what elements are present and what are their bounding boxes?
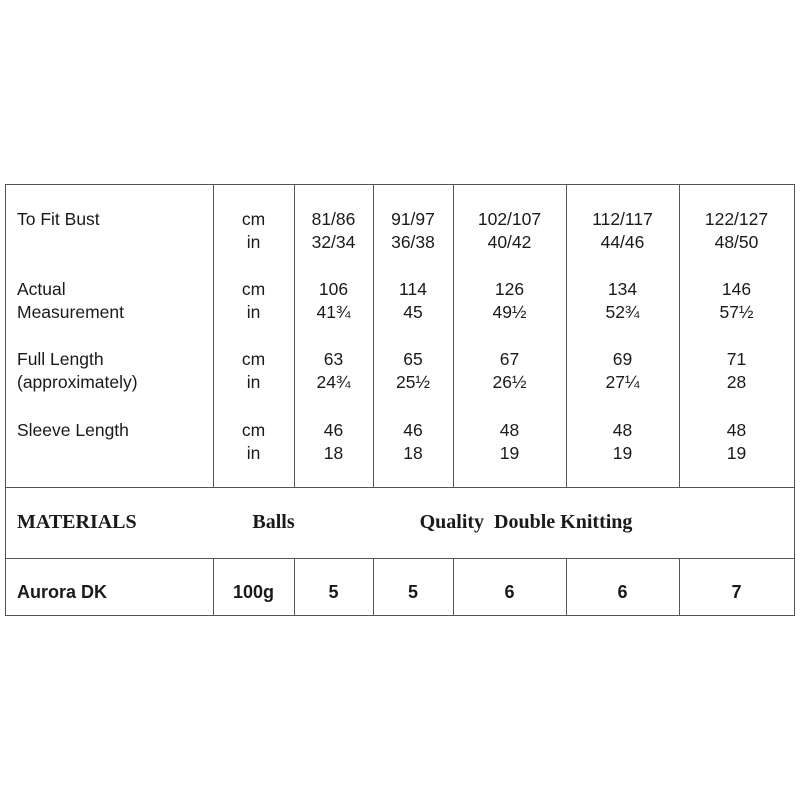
label-line: Full Length [17, 349, 104, 369]
value-cm: 112/117 [592, 209, 653, 229]
unit-cm: cm [241, 279, 266, 299]
value-cell [453, 278, 566, 324]
value-cell [294, 208, 373, 254]
row-label-to-fit-bust [17, 208, 100, 231]
label-line: (approximately) [17, 372, 138, 392]
value-cell [566, 419, 679, 465]
value-in: 18 [403, 443, 423, 463]
value-cell [453, 348, 566, 394]
value-in: 19 [499, 443, 520, 463]
value-cell [373, 278, 453, 324]
row-divider [6, 487, 794, 488]
value-in: 18 [323, 443, 344, 463]
balls-count: 5 [328, 582, 339, 602]
unit-in: in [246, 443, 261, 463]
value-in: 52¾ [605, 302, 640, 322]
label-line: Sleeve Length [17, 420, 129, 440]
balls-count: 5 [407, 582, 418, 602]
value-in: 45 [403, 302, 423, 322]
value-cm: 63 [323, 349, 344, 369]
value-in: 19 [726, 443, 747, 463]
value-cell [679, 348, 794, 394]
value-cm: 106 [318, 279, 349, 299]
value-in: 32/34 [311, 232, 356, 252]
value-cm: 134 [607, 279, 638, 299]
value-cell [453, 419, 566, 465]
unit-cm: cm [241, 349, 266, 369]
row-label-sleeve-length [17, 419, 129, 442]
value-cm: 114 [399, 279, 427, 299]
value-cm: 71 [726, 349, 747, 369]
value-in: 44/46 [600, 232, 645, 252]
unit-cell [213, 419, 294, 465]
unit-cell [213, 278, 294, 324]
value-cell [566, 208, 679, 254]
value-cm: 81/86 [311, 209, 356, 229]
label-line: Measurement [17, 302, 124, 322]
value-cell [679, 419, 794, 465]
size-chart-table [5, 184, 795, 616]
value-in: 26½ [492, 372, 527, 392]
value-in: 25½ [395, 372, 431, 392]
unit-cm: cm [241, 420, 266, 440]
yarn-weight: 100g [232, 582, 275, 602]
value-cm: 122/127 [704, 209, 769, 229]
value-cell [679, 278, 794, 324]
value-in: 36/38 [391, 232, 435, 252]
value-in: 57½ [719, 302, 754, 322]
unit-cell [213, 208, 294, 254]
label-line: Actual [17, 279, 66, 299]
value-cm: 69 [612, 349, 633, 369]
unit-in: in [246, 372, 261, 392]
value-cm: 126 [494, 279, 525, 299]
value-cell [294, 278, 373, 324]
value-cm: 102/107 [477, 209, 542, 229]
value-cm: 65 [403, 349, 423, 369]
yarn-name: Aurora DK [17, 582, 108, 602]
row-divider [6, 558, 794, 559]
value-cm: 48 [499, 420, 520, 440]
value-cm: 48 [726, 420, 747, 440]
balls-count: 7 [731, 582, 742, 602]
unit-cm: cm [241, 209, 266, 229]
value-cell [679, 208, 794, 254]
value-cell [373, 208, 453, 254]
value-cell [373, 419, 453, 465]
row-label-full-length [17, 348, 138, 394]
unit-in: in [246, 232, 261, 252]
value-cell [566, 348, 679, 394]
unit-cell [213, 348, 294, 394]
value-in: 49½ [492, 302, 527, 322]
unit-in: in [246, 302, 261, 322]
value-cm: 46 [323, 420, 344, 440]
label-line: To Fit Bust [17, 209, 100, 229]
value-cell [453, 208, 566, 254]
row-label-actual-measurement [17, 278, 124, 324]
value-cm: 67 [499, 349, 520, 369]
value-cell [294, 348, 373, 394]
value-in: 28 [726, 372, 747, 392]
value-in: 19 [612, 443, 633, 463]
value-in: 48/50 [714, 232, 759, 252]
value-in: 40/42 [487, 232, 532, 252]
value-cm: 91/97 [391, 209, 435, 229]
value-cm: 48 [612, 420, 633, 440]
value-cell [294, 419, 373, 465]
value-cm: 146 [721, 279, 752, 299]
quality-label: Quality Double Knitting [419, 511, 633, 533]
balls-count: 6 [617, 582, 628, 602]
balls-label: Balls [252, 511, 295, 533]
balls-count: 6 [504, 582, 515, 602]
value-cell [373, 348, 453, 394]
value-cell [566, 278, 679, 324]
materials-heading: MATERIALS [17, 511, 137, 533]
value-in: 41¾ [316, 302, 351, 322]
value-in: 24¾ [316, 372, 351, 392]
value-cm: 46 [403, 420, 423, 440]
value-in: 27¼ [605, 372, 640, 392]
